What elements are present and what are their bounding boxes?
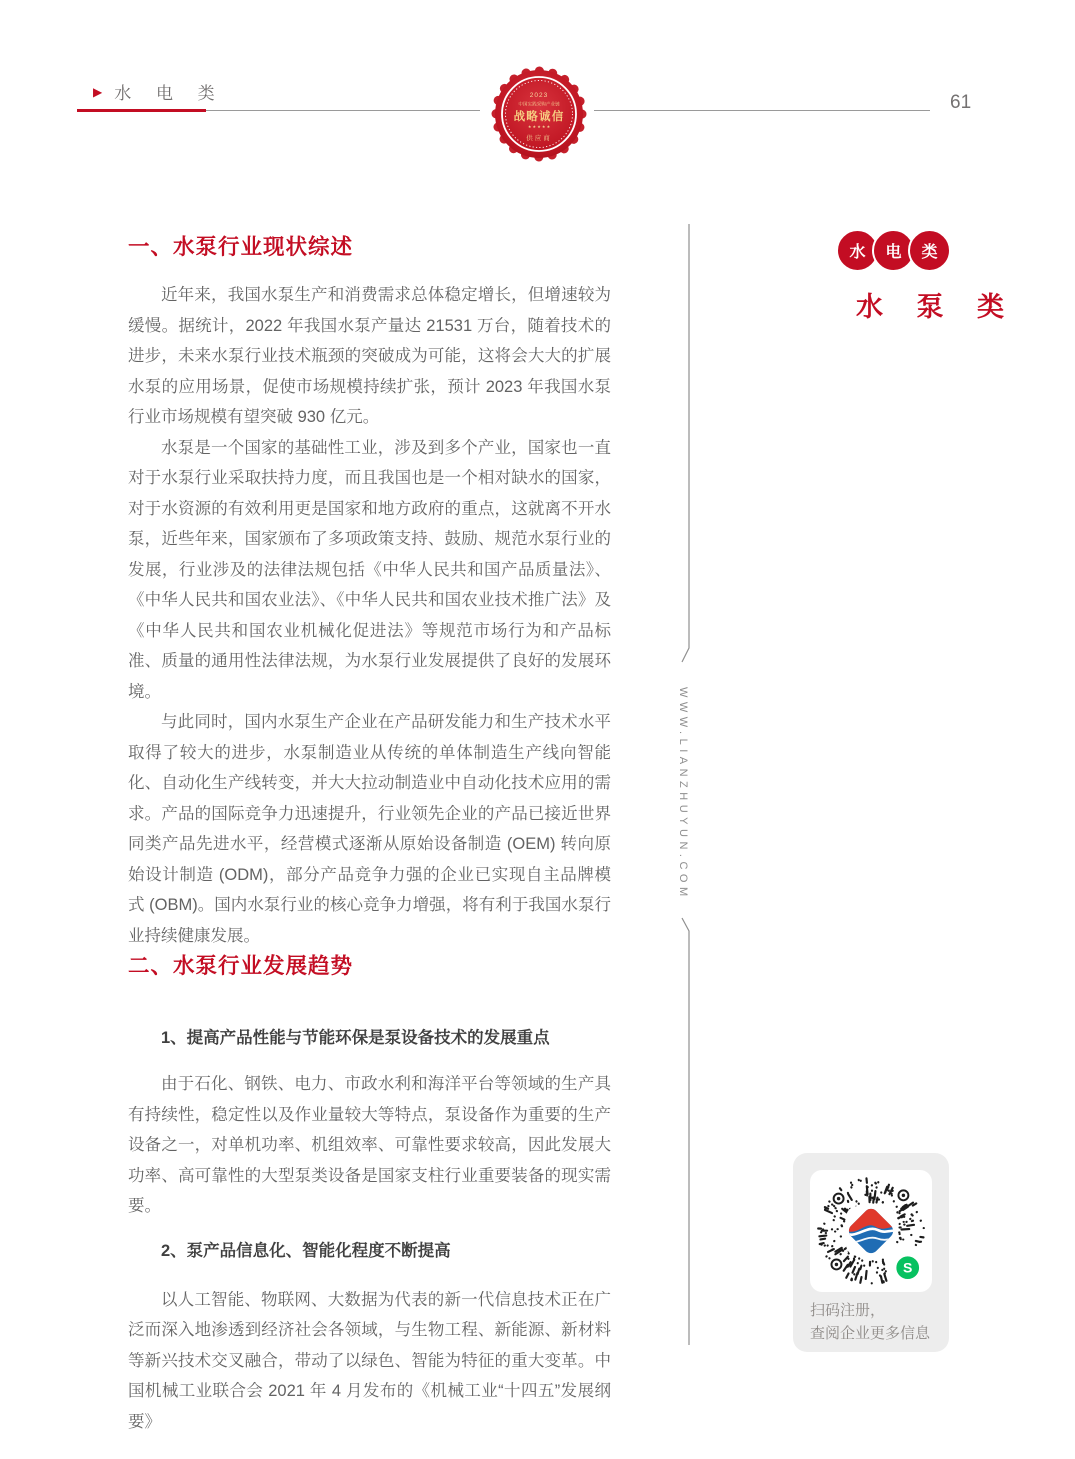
sidebar-section-title: 水 泵 类 bbox=[856, 292, 1018, 322]
section1-title: 一、水泵行业现状综述 bbox=[128, 235, 354, 259]
qr-caption-line1: 扫码注册， bbox=[810, 1302, 886, 1319]
seal-stars: ★ ★ ★ ★ ★ bbox=[527, 124, 551, 129]
section2-sub2-title: 2、泵产品信息化、智能化程度不断提高 bbox=[161, 1241, 451, 1260]
arrow-right-icon: ▶ bbox=[93, 84, 103, 99]
seal-tagline: 中国实践采购产业链 bbox=[518, 101, 560, 107]
header-category bbox=[93, 79, 225, 104]
category-badge-electric-label: 电 bbox=[885, 244, 902, 261]
category-badge-class bbox=[908, 229, 951, 272]
section2-sub2-paragraph: 以人工智能、物联网、大数据为代表的新一代信息技术正在广泛而深入地渗透到经济社会各领域，与生物工程、新能源、新材料等新兴技术交叉融合，带动了以绿色、智能为特征的重大变革。中国机械工业联合会 2021 年 4 月发布的《机械工业“十四五”发展纲要》 bbox=[128, 1290, 611, 1431]
section2-sub1-title: 1、提高产品性能与节能环保是泵设备技术的发展重点 bbox=[161, 1029, 550, 1047]
section1-paragraph-3: 与此同时，国内水泵生产企业在产品研发能力和生产技术水平取得了较大的进步，水泵制造业从传统的单体制造生产线向智能化、自动化生产线转变，并大大拉动制造业中自动化技术应用的需求。产品的国际竞争力迅速提升，行业领先企业的产品已接近世界同类产品先进水平，经营模式逐渐从原始设备制造 (OEM) 转向原始设计制造 (ODM)，部分产品竞争力强的企业已实现自主品牌模式 (OBM)。国内水泵行业的核心竞争力增强，将有利于我国水泵行业持续健康发展。 bbox=[128, 713, 611, 945]
website-url: WWW.LIANZHUYUN.COM bbox=[677, 687, 689, 901]
section2-sub1-paragraph: 由于石化、钢铁、电力、市政水利和海洋平台等领域的生产具有持续性，稳定性以及作业量较大等特点，泵设备作为重要的生产设备之一，对单机功率、机组效率、可靠性要求较高，因此发展大功率、高可靠性的大型泵类设备是国家支柱行业重要装备的现实需要。 bbox=[128, 1075, 611, 1215]
section1-paragraph-2: 水泵是一个国家的基础性工业，涉及到多个产业，国家也一直对于水泵行业采取扶持力度，而且我国也是一个相对缺水的国家，对于水资源的有效利用更是国家和地方政府的重点，这就离不开水泵，近些年来，国家颁布了多项政策支持、鼓励、规范水泵行业的发展，行业涉及的法律法规包括《中华人民共和国产品质量法》、《中华人民共和国农业法》、《中华人民共和国农业技术推广法》及《中华人民共和国农业机械化促进法》等规范市场行为和产品标准、质量的通用性法律法规，为水泵行业发展提供了良好的发展环境。 bbox=[128, 438, 611, 701]
section1-paragraph-1: 近年来，我国水泵生产和消费需求总体稳定增长，但增速较为缓慢。据统计，2022 年我国水泵产量达 21531 万台，随着技术的进步，未来水泵行业技术瓶颈的突破成为可能，这将会大大的扩展水泵的应用场景，促使市场规模持续扩张，预计 2023 年我国水泵行业市场规模有望突破 930 亿元。 bbox=[128, 286, 611, 426]
seal-subtitle: 供应商 bbox=[526, 135, 552, 142]
wechat-icon bbox=[895, 1255, 920, 1280]
page-number: 61 bbox=[950, 92, 972, 113]
qr-code-image bbox=[817, 1177, 925, 1285]
seal-year: 2023 bbox=[529, 92, 549, 99]
category-badge-water-label: 水 bbox=[849, 244, 866, 261]
qr-caption bbox=[810, 1299, 930, 1345]
seal-title: 战略诚信 bbox=[513, 111, 565, 123]
category-badge-class-label: 类 bbox=[921, 244, 938, 261]
qr-card bbox=[793, 1153, 949, 1352]
svg-text:S: S bbox=[903, 1259, 913, 1276]
certification-seal-icon bbox=[489, 64, 589, 164]
header-rule-gray-right bbox=[594, 110, 930, 111]
section2-title: 二、水泵行业发展趋势 bbox=[128, 954, 354, 978]
company-logo-icon bbox=[844, 1204, 898, 1258]
header-category-label: 水 电 类 bbox=[114, 84, 225, 103]
qr-caption-line2: 查阅企业更多信息 bbox=[810, 1325, 931, 1342]
qr-code bbox=[810, 1170, 932, 1292]
header-rule-red bbox=[77, 109, 206, 112]
category-badges bbox=[836, 229, 951, 272]
header-rule-gray-left bbox=[206, 110, 480, 111]
main-text-column bbox=[128, 234, 611, 1437]
